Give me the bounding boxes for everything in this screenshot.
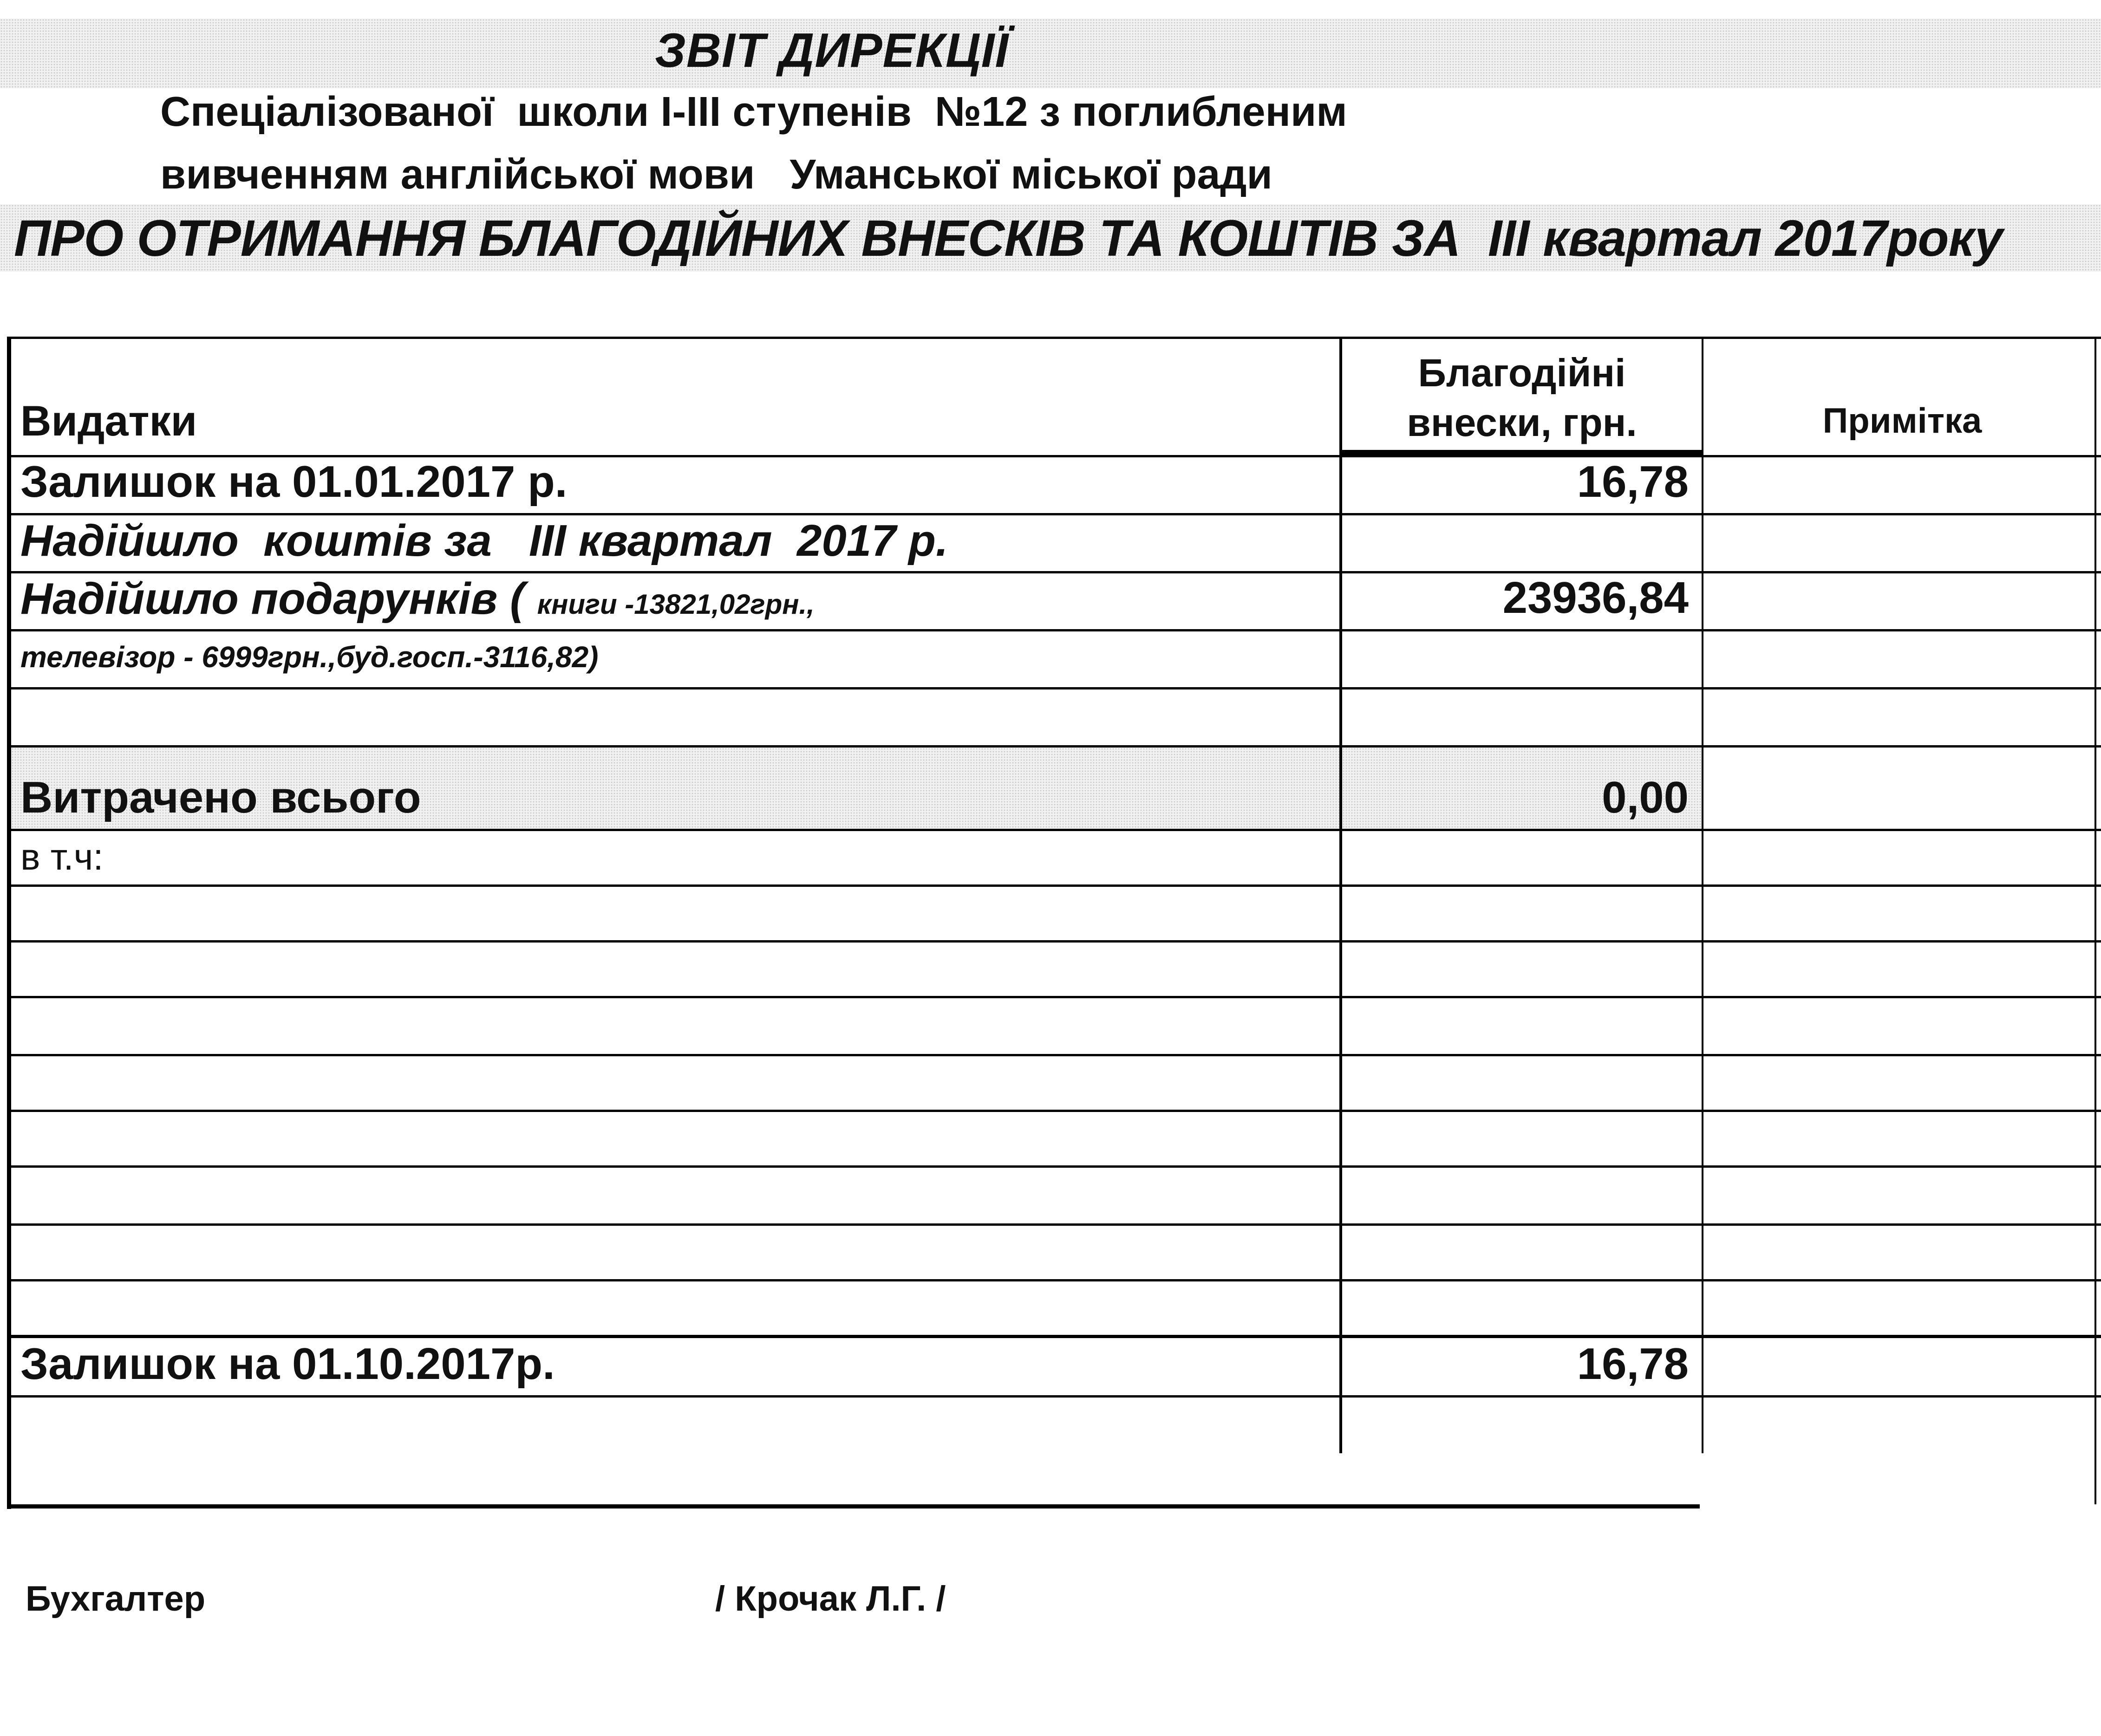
spent-total-label: Витрачено всього xyxy=(20,773,421,822)
header-expenses-cell xyxy=(11,339,1339,455)
empty-cell xyxy=(1702,998,2101,1054)
empty-cell xyxy=(1339,1281,1702,1335)
header-expenses: Видатки xyxy=(20,397,197,445)
empty-cell xyxy=(1339,998,1702,1054)
received-gifts-detail-2: телевізор - 6999грн.,буд.госп.-3116,82) xyxy=(20,640,599,674)
empty-cell xyxy=(1339,1056,1702,1110)
empty-cell xyxy=(11,1226,1339,1279)
spent-total-note-cell xyxy=(1702,748,2101,829)
header-donations-line2: внески, грн. xyxy=(1407,401,1637,444)
header-note-cell xyxy=(1702,339,2101,455)
received-gifts-detail-row xyxy=(11,629,2101,687)
empty-cell xyxy=(1702,831,2101,884)
empty-cell xyxy=(1702,1281,2101,1335)
received-funds-label-cell xyxy=(11,515,1339,571)
including-label: в т.ч: xyxy=(20,836,104,878)
empty-cell xyxy=(1702,1226,2101,1279)
opening-balance-label: Залишок на 01.01.2017 р. xyxy=(20,457,568,507)
empty-cell xyxy=(1702,1112,2101,1165)
school-name-line-1: Спеціалізованої школи І-ІІІ ступенів №12 з поглибленим xyxy=(160,89,1347,135)
donations-table xyxy=(7,337,2101,1509)
empty-cell xyxy=(11,1112,1339,1165)
empty-cell xyxy=(1339,943,1702,996)
received-funds-value-cell xyxy=(1339,515,1702,571)
empty-cell xyxy=(1702,1168,2101,1223)
empty-row xyxy=(11,1054,2101,1110)
received-gifts-value-cell xyxy=(1339,573,1702,629)
empty-cell xyxy=(1339,689,1702,745)
received-gifts-row xyxy=(11,571,2101,629)
title-shading xyxy=(0,19,2101,88)
including-label-cell xyxy=(11,831,1339,884)
empty-cell xyxy=(11,689,1339,745)
empty-row xyxy=(11,1279,2101,1335)
opening-balance-value: 16,78 xyxy=(1577,457,1689,507)
header-note: Примітка xyxy=(1822,401,1982,441)
signature-role: Бухгалтер xyxy=(26,1579,206,1619)
received-gifts-value: 23936,84 xyxy=(1502,573,1689,623)
empty-row xyxy=(11,1395,2101,1453)
including-row xyxy=(11,829,2101,884)
empty-cell xyxy=(1702,1398,2101,1453)
spent-total-row xyxy=(11,745,2101,829)
empty-row xyxy=(11,884,2101,940)
empty-cell xyxy=(1339,1226,1702,1279)
empty-row xyxy=(11,687,2101,745)
empty-cell xyxy=(1702,943,2101,996)
spent-total-value: 0,00 xyxy=(1602,773,1689,822)
received-gifts-label-wrap xyxy=(20,573,815,624)
received-gifts-label: Надійшло подарунків ( xyxy=(20,574,537,624)
empty-row xyxy=(11,996,2101,1054)
header-donations-line1: Благодійні xyxy=(1418,351,1626,395)
empty-cell xyxy=(1339,1398,1702,1453)
empty-cell xyxy=(1702,1056,2101,1110)
empty-cell xyxy=(11,1056,1339,1110)
empty-row xyxy=(11,1223,2101,1279)
report-heading: ПРО ОТРИМАННЯ БЛАГОДІЙНИХ ВНЕСКІВ ТА КОШТІВ ЗА ІІІ квартал 2017року xyxy=(14,210,2003,267)
empty-row xyxy=(11,1110,2101,1165)
closing-balance-note-cell xyxy=(1702,1338,2101,1395)
table-bottom-border xyxy=(7,1504,1700,1508)
empty-cell xyxy=(11,943,1339,996)
opening-balance-value-cell xyxy=(1339,457,1702,513)
empty-row xyxy=(11,1165,2101,1223)
received-funds-label: Надійшло коштів за ІІІ квартал 2017 р. xyxy=(20,516,948,566)
received-gifts-detail: книги -13821,02грн., xyxy=(537,589,815,620)
table-right-border xyxy=(2094,337,2096,1504)
received-gifts-detail-note-cell xyxy=(1702,631,2101,687)
closing-balance-label-cell xyxy=(11,1338,1339,1395)
empty-cell xyxy=(1339,887,1702,940)
received-funds-row xyxy=(11,513,2101,571)
empty-cell xyxy=(11,1168,1339,1223)
received-gifts-detail-value-cell xyxy=(1339,631,1702,687)
closing-balance-row xyxy=(11,1335,2101,1395)
received-funds-note-cell xyxy=(1702,515,2101,571)
opening-balance-label-cell xyxy=(11,457,1339,513)
table-header-row xyxy=(11,337,2101,455)
received-gifts-detail-cell xyxy=(11,631,1339,687)
empty-cell xyxy=(11,1281,1339,1335)
header-donations-cell xyxy=(1339,339,1702,455)
empty-cell xyxy=(11,887,1339,940)
empty-cell xyxy=(11,1398,1339,1453)
empty-cell xyxy=(1339,831,1702,884)
received-gifts-label-cell xyxy=(11,573,1339,629)
spent-total-value-cell xyxy=(1339,748,1702,829)
empty-cell xyxy=(1339,1112,1702,1165)
report-title: ЗВІТ ДИРЕКЦІЇ xyxy=(655,24,1009,78)
school-name-line-2: вивченням англійської мови Уманської міської ради xyxy=(160,151,1272,198)
closing-balance-label: Залишок на 01.10.2017р. xyxy=(20,1339,555,1389)
closing-balance-value: 16,78 xyxy=(1577,1339,1689,1389)
closing-balance-value-cell xyxy=(1339,1338,1702,1395)
received-gifts-note-cell xyxy=(1702,573,2101,629)
empty-cell xyxy=(1339,1168,1702,1223)
empty-cell xyxy=(11,998,1339,1054)
empty-cell xyxy=(1702,887,2101,940)
spent-total-label-cell xyxy=(11,748,1339,829)
opening-balance-row xyxy=(11,455,2101,513)
signature-name: / Крочак Л.Г. / xyxy=(715,1579,946,1619)
empty-row xyxy=(11,940,2101,996)
opening-balance-note-cell xyxy=(1702,457,2101,513)
empty-cell xyxy=(1702,689,2101,745)
